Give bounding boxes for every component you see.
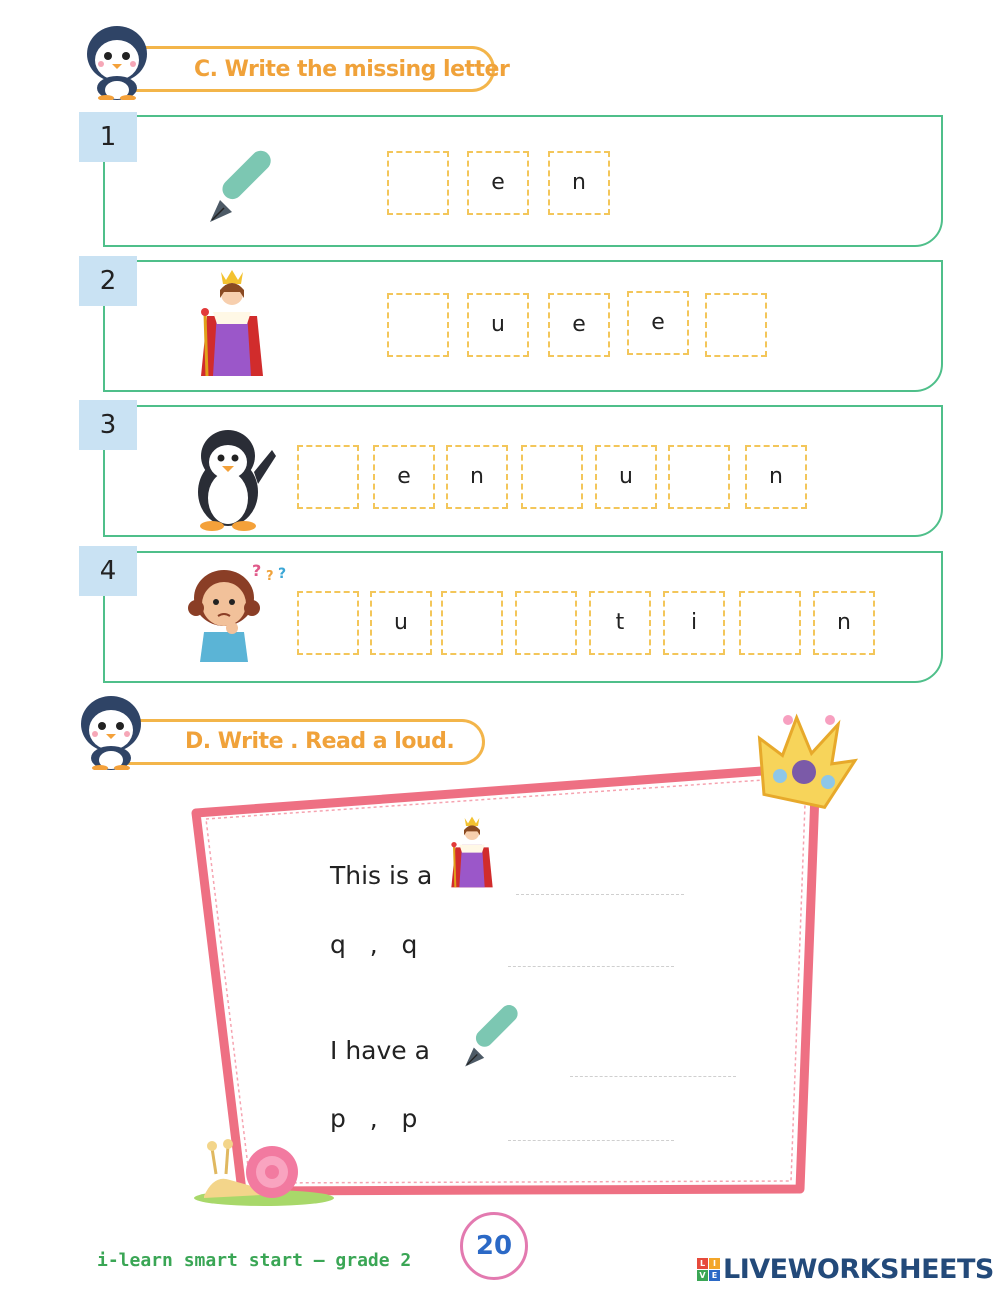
svg-text:?: ? [266, 569, 274, 584]
letter-box[interactable] [521, 445, 583, 509]
queen-icon [193, 266, 271, 380]
logo-grid-icon: L I V E [697, 1258, 720, 1281]
letter-box[interactable] [705, 293, 767, 357]
svg-text:?: ? [252, 561, 262, 580]
letter-box: u [370, 591, 432, 655]
pen-icon [458, 994, 538, 1070]
letter-box[interactable] [297, 445, 359, 509]
queen-icon [446, 806, 498, 898]
penguin-mascot-icon [78, 690, 144, 770]
sentence-this-is-a: This is a [330, 861, 433, 890]
letter-box[interactable] [441, 591, 503, 655]
letter-box: e [373, 445, 435, 509]
confused-girl-icon [186, 558, 292, 664]
letter-box: n [446, 445, 508, 509]
task-number-4: 4 [79, 546, 137, 596]
letter-box: e [467, 151, 529, 215]
task-number-3: 3 [79, 400, 137, 450]
letter-box: e [627, 291, 689, 355]
pen-icon [202, 138, 294, 226]
answer-line-1[interactable] [516, 894, 684, 895]
letter-box: n [548, 151, 610, 215]
letter-box: u [595, 445, 657, 509]
section-d-title: D. Write . Read a loud. [185, 729, 455, 754]
logo-text: LIVEWORKSHEETS [723, 1253, 994, 1285]
letter-box: t [589, 591, 651, 655]
letter-box: u [467, 293, 529, 357]
letter-box[interactable] [515, 591, 577, 655]
answer-line-4[interactable] [508, 1140, 674, 1141]
answer-line-2[interactable] [508, 966, 674, 967]
letter-box: n [813, 591, 875, 655]
section-c-title: C. Write the missing letter [194, 57, 510, 82]
answer-line-3[interactable] [570, 1076, 736, 1077]
book-title: i-learn smart start – grade 2 [97, 1250, 412, 1271]
letter-box[interactable] [668, 445, 730, 509]
letter-box[interactable] [739, 591, 801, 655]
letter-box[interactable] [387, 151, 449, 215]
svg-text:?: ? [278, 566, 287, 582]
sentence-i-have-a: I have a [330, 1036, 430, 1065]
snail-icon [184, 1134, 334, 1208]
letter-box: n [745, 445, 807, 509]
crown-icon [748, 706, 860, 810]
sentence-q-q: q , q [330, 930, 418, 959]
page-number: 20 [460, 1212, 528, 1280]
task-number-2: 2 [79, 256, 137, 306]
letter-box[interactable] [297, 591, 359, 655]
liveworksheets-logo[interactable] [697, 1254, 994, 1284]
task-number-1: 1 [79, 112, 137, 162]
letter-box[interactable] [387, 293, 449, 357]
penguin-mascot-icon [84, 20, 150, 100]
letter-box: e [548, 293, 610, 357]
sentence-p-p: p , p [330, 1104, 418, 1133]
penguin-icon [188, 422, 280, 534]
letter-box: i [663, 591, 725, 655]
